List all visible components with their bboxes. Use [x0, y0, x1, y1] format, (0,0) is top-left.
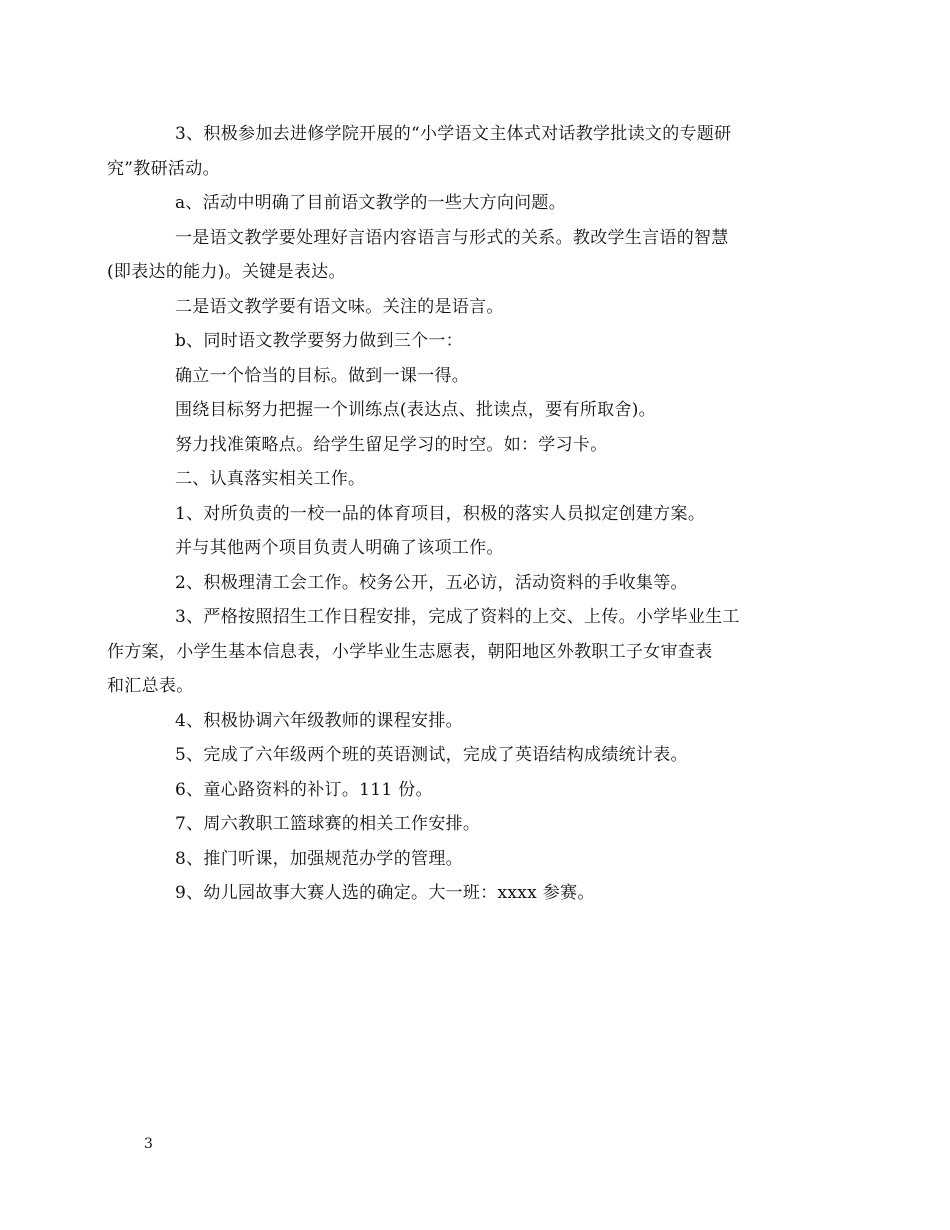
paragraph-line: 作方案，小学生基本信息表，小学毕业生志愿表，朝阳地区外教职工子女审查表 — [107, 641, 713, 662]
paragraph-line: 9、幼儿园故事大赛人选的确定。大一班：xxxx 参赛。 — [175, 883, 595, 903]
paragraph-line: 4、积极协调六年级教师的课程安排。 — [175, 710, 463, 731]
paragraph — [141, 807, 811, 842]
paragraph — [141, 531, 811, 566]
paragraph — [141, 842, 811, 877]
paragraph — [141, 497, 811, 532]
paragraph-line: a、活动中明确了目前语文教学的一些大方向问题。 — [175, 193, 567, 213]
paragraph — [107, 600, 811, 704]
paragraph-line: 1、对所负责的一校一品的体育项目，积极的落实人员拟定创建方案。 — [175, 503, 706, 524]
paragraph — [141, 566, 811, 601]
paragraph-line: 7、周六教职工篮球赛的相关工作安排。 — [175, 814, 481, 834]
paragraph — [141, 738, 811, 773]
paragraph-line: 二是语文教学要有语文味。关注的是语言。 — [175, 296, 504, 317]
paragraph-line: 8、推门听课，加强规范办学的管理。 — [175, 848, 463, 869]
paragraph — [107, 221, 811, 290]
paragraph — [141, 186, 811, 221]
paragraph-line: 并与其他两个项目负责人明确了该项工作。 — [175, 538, 504, 558]
paragraph-line: 和汇总表。 — [107, 676, 194, 696]
paragraph-line: 2、积极理清工会工作。校务公开，五必访，活动资料的手收集等。 — [175, 572, 688, 593]
paragraph-line: 确立一个恰当的目标。做到一课一得。 — [175, 365, 470, 386]
paragraph-line: 究”教研活动。 — [107, 158, 220, 179]
paragraph-line: 二、认真落实相关工作。 — [175, 469, 366, 489]
paragraph-line: 6、童心路资料的补订。111 份。 — [175, 779, 433, 800]
paragraph-line: 5、完成了六年级两个班的英语测试，完成了英语结构成绩统计表。 — [175, 745, 688, 765]
paragraph — [107, 117, 811, 186]
paragraph — [141, 290, 811, 325]
paragraph-line: 一是语文教学要处理好言语内容语言与形式的关系。教改学生言语的智慧 — [175, 227, 729, 248]
document-body — [107, 117, 811, 911]
paragraph-line: 努力找准策略点。给学生留足学习的时空。如：学习卡。 — [175, 434, 608, 455]
paragraph — [141, 773, 811, 808]
paragraph — [141, 393, 811, 428]
paragraph — [141, 876, 811, 911]
paragraph-line: b、同时语文教学要努力做到三个一： — [175, 331, 463, 351]
paragraph — [141, 428, 811, 463]
paragraph — [141, 462, 811, 497]
paragraph-line: 围绕目标努力把握一个训练点(表达点、批读点，要有所取舍)。 — [175, 400, 656, 420]
page-number: 3 — [144, 1136, 153, 1152]
paragraph-line: (即表达的能力)。关键是表达。 — [107, 262, 346, 282]
paragraph-line: 3、严格按照招生工作日程安排，完成了资料的上交、上传。小学毕业生工 — [175, 607, 740, 627]
paragraph-line: 3、积极参加去进修学院开展的“小学语文主体式对话教学批读文的专题研 — [175, 124, 732, 144]
paragraph — [141, 704, 811, 739]
paragraph — [141, 324, 811, 359]
paragraph — [141, 359, 811, 394]
